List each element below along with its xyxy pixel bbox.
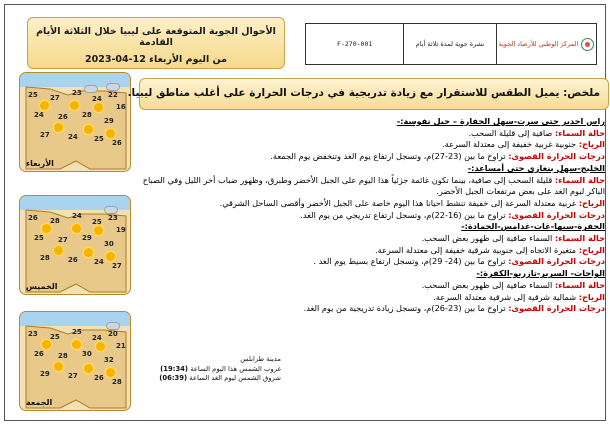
temp-label: 24 [72, 212, 82, 220]
sun-icon [84, 364, 93, 373]
sun-icon [40, 101, 49, 110]
max-temp-label: درجات الحرارة القصوى: [508, 303, 605, 314]
wind-label: الرياح: [578, 291, 605, 302]
map-day-label: الجمعة [26, 398, 53, 407]
temp-label: 28 [58, 352, 68, 360]
sunrise-line [141, 374, 281, 384]
sunset-time: (19:34) [160, 364, 189, 373]
bulletin-date: من اليوم الأربعاء 12-04-2023 [85, 54, 227, 65]
temp-label: 27 [112, 262, 122, 270]
sun-icon [106, 368, 115, 377]
forecast-body [139, 116, 609, 315]
temp-label: 26 [28, 214, 38, 222]
temp-label: 21 [116, 342, 126, 350]
temp-line [139, 303, 605, 315]
sky-value: قليلة السحب إلى صافية، بينما تكون غائمة جزئياً هذا اليوم على الجبل الأخضر وطبرق، وظهور ضباب أخر الليل وفي الصباح الباكر ليوم الغد على بعض مرتفعات الجبل الأخضر. [142, 174, 605, 197]
max-temp-label: درجات الحرارة القصوى: [508, 256, 605, 267]
temp-label: 25 [72, 328, 82, 336]
wind-value: متغيرة الاتجاه إلى جنوبية شرقية خفيفة إلى معتدلة السرعة. [374, 244, 577, 255]
sun-icon [54, 362, 63, 371]
wind-line [139, 198, 605, 210]
region-heading: راس اجدير حتى سرت-سهل الجفارة – جبل نفوسة:- [396, 116, 605, 126]
wind-value: غربية معتدلة السرعة إلى خفيفة تنشط احيانا هذا اليوم خاصة على الجبل الأخضر وأقصى الساحل الشرقي. [219, 197, 577, 208]
max-temp-label: درجات الحرارة القصوى: [508, 209, 605, 220]
sky-line [139, 280, 605, 292]
map-day-label: الأربعاء [26, 159, 54, 168]
bulletin-page [4, 4, 606, 421]
bulletin-title-box [27, 17, 285, 69]
forecast-map-wednesday [19, 72, 131, 172]
sun-icon [106, 252, 115, 261]
temp-label: 24 [92, 95, 102, 103]
region-heading: الجفرة-سبها-غات-غدامس-الحمادة:- [461, 221, 605, 232]
temp-label: 22 [108, 91, 118, 99]
region-heading: الخليج-سهل بنغازي حتى أمساعد:- [467, 162, 605, 173]
sun-icon [72, 224, 81, 233]
temp-label: 25 [92, 218, 102, 226]
temp-label: 32 [104, 356, 114, 364]
sky-line [139, 128, 605, 140]
temp-label: 28 [40, 254, 50, 262]
wind-value: جنوبية غربية خفيفة إلى معتدلة السرعة. [441, 139, 577, 150]
max-temp-value: تراوح ما بين (16-22)م، وتسجل ارتفاع تدريجي من يوم الغد. [300, 209, 506, 220]
sun-icon [54, 246, 63, 255]
temp-label: 28 [112, 378, 122, 386]
region-heading: الواحات- السرير-تازربو-الكفرة:- [476, 268, 605, 279]
center-cell [496, 24, 596, 64]
sky-label: حالة السماء: [554, 233, 605, 244]
sun-times [141, 355, 281, 384]
sky-label: حالة السماء: [554, 279, 605, 290]
temp-label: 28 [50, 217, 60, 225]
cloud-icon [104, 206, 118, 214]
sun-icon [96, 342, 105, 351]
temp-line [139, 151, 605, 163]
wind-line [139, 292, 605, 304]
temp-label: 24 [92, 334, 102, 342]
sunset-line [141, 365, 281, 375]
temp-line [139, 256, 605, 268]
temp-label: 30 [104, 240, 114, 248]
sun-icon [84, 248, 93, 257]
temp-label: 24 [68, 133, 78, 141]
sun-icon [94, 226, 103, 235]
sun-icon [84, 125, 93, 134]
wind-line [139, 245, 605, 257]
temp-label: 25 [50, 333, 60, 341]
forecast-map-thursday [19, 195, 131, 295]
temp-label: 20 [108, 330, 118, 338]
document-header-table [305, 23, 597, 65]
temp-label: 26 [68, 256, 78, 264]
temp-label: 25 [28, 91, 38, 99]
temp-label: 29 [104, 117, 114, 125]
met-center-logo-icon [581, 38, 594, 51]
temp-label: 26 [94, 374, 104, 382]
temp-label: 24 [94, 258, 104, 266]
temp-label: 29 [82, 234, 92, 242]
temp-label: 27 [58, 236, 68, 244]
sunset-label: غروب الشمس هذا اليوم الساعة [190, 364, 281, 373]
temp-label: 24 [34, 111, 44, 119]
temp-line [139, 210, 605, 222]
wind-label: الرياح: [578, 139, 605, 150]
temp-label: 23 [108, 214, 118, 222]
sun-icon [42, 224, 51, 233]
sky-label: حالة السماء: [554, 127, 605, 138]
form-code: F-270-001 [337, 40, 373, 48]
cloud-icon [106, 83, 120, 91]
map-day-label: الخميس [26, 282, 58, 291]
sunrise-time: (06:39) [159, 374, 188, 382]
wind-value: شمالية شرقية إلى شرقية معتدلة السرعة. [433, 291, 577, 302]
wind-label: الرياح: [578, 197, 605, 208]
wind-line [139, 139, 605, 151]
max-temp-value: تراوح ما بين (24- 29)م، وتسجل ارتفاع بسيط يوم الغد . [313, 256, 506, 267]
temp-label: 25 [34, 234, 44, 242]
temp-label: 23 [72, 89, 82, 97]
temp-label: 26 [58, 113, 68, 121]
temp-label: 19 [116, 226, 126, 234]
sky-line [139, 233, 605, 245]
wind-label: الرياح: [578, 244, 605, 255]
forecast-map-friday [19, 311, 131, 411]
cloud-icon [106, 322, 120, 330]
temp-label: 27 [68, 372, 78, 380]
sky-label: حالة السماء: [554, 174, 605, 185]
sky-value: السماء صافية إلى ظهور بعض السحب. [421, 279, 553, 290]
sun-icon [42, 340, 51, 349]
sun-icon [70, 101, 79, 110]
temp-label: 26 [112, 139, 122, 147]
sky-line [139, 175, 605, 198]
temp-label: 26 [34, 350, 44, 358]
sun-icon [106, 129, 115, 138]
sunrise-label: شروق الشمس ليوم الغد الساعة [189, 374, 281, 382]
city-name: مدينة طرابلس [240, 355, 281, 363]
temp-label: 23 [28, 330, 38, 338]
temp-label: 25 [94, 135, 104, 143]
sky-value: صافية إلى قليلة السحب. [468, 127, 553, 138]
publication-type: نشرة جوية لمدة ثلاثة أيام [403, 24, 495, 64]
temp-label: 27 [40, 131, 50, 139]
cloud-icon [84, 85, 98, 93]
max-temp-label: درجات الحرارة القصوى: [508, 151, 605, 162]
sun-icon [72, 340, 81, 349]
temp-label: 30 [82, 350, 92, 358]
max-temp-value: تراوح ما بين (23-26)م، وتسجل زيادة تدريجية من يوم الغد. [303, 303, 506, 314]
sun-icon [54, 123, 63, 132]
temp-label: 28 [82, 111, 92, 119]
sun-icon [94, 103, 103, 112]
center-name: المركز الوطني للأرصاد الجوية [498, 40, 579, 48]
max-temp-value: تراوح ما بين (23-27)م، وتسجل ارتفاع يوم الغد وتنخفض يوم الجمعة. [270, 151, 506, 162]
forecast-summary: ملخص: يميل الطقس للاستقرار مع زيادة تدريجية في درجات الحرارة على أغلب مناطق ليبيا. [139, 78, 609, 110]
temp-label: 27 [50, 94, 60, 102]
temp-label: 29 [40, 370, 50, 378]
bulletin-title: الأحوال الجوية المتوقعة على ليبيا خلال الثلاثة الأيام القادمة [36, 26, 276, 48]
temp-label: 16 [116, 103, 126, 111]
sky-value: السماء صافية إلى ظهور بعض السحب. [421, 233, 553, 244]
forecast-panel [127, 78, 609, 356]
